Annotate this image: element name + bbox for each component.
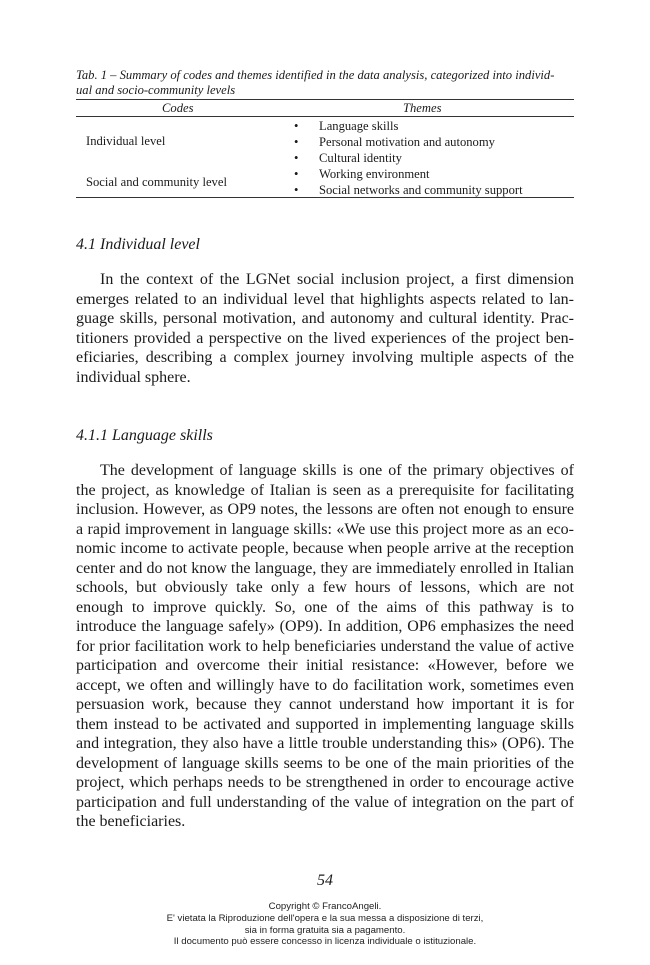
- table-caption-line-1: Tab. 1 – Summary of codes and themes identified in the data analysis, categorized into individ-: [76, 68, 555, 82]
- table-header-rule: [76, 116, 574, 117]
- footer-line-3: sia in forma gratuita sia a pagamento.: [244, 924, 406, 936]
- theme-item: [294, 150, 402, 166]
- theme-label: Cultural identity: [319, 151, 402, 165]
- theme-label: Personal motivation and autonomy: [319, 135, 495, 149]
- code-social-community-level: Social and community level: [86, 175, 227, 189]
- bullet-icon: •: [294, 167, 299, 181]
- page-number: 54: [317, 872, 333, 889]
- theme-item: [294, 134, 495, 150]
- subsection-paragraph: The development of language skills is one of the primary objectives of the project, as knowledge of Italian is seen as a prerequisite for facilitating inclusion. However, as OP9 notes, the lessons are often not enough to ensure a rapid improvement in language skills: «We use this project more as an economic income to activate people, because when people arrive at the reception center and do not know the language, they are immediately enrolled in Italian schools, but obviously take only a few hours of lessons, which are not enough to improve quickly. So, one of the aims of this pathway is to introduce the language safely» (OP9). In addition, OP6 emphasizes the need for prior facilitation work to help beneficiaries understand the value of active participation and overcome their initial resistance: «However, before we accept, we often and willingly have to do facilitation work, sometimes even persuasion work, because they cannot understand how important it is for them instead to be activated and supported in implementing language skills and integration, they also have a little trouble understanding this» (OP6). The development of language skills seems to be one of the main priorities of the project, which perhaps needs to be strengthened in order to encourage active participation and full understanding of the value of integration on the part of the beneficiaries.: [76, 462, 574, 830]
- table-caption: [76, 68, 574, 98]
- footer-line-1: Copyright © FrancoAngeli.: [268, 901, 382, 912]
- theme-label: Social networks and community support: [319, 183, 523, 197]
- bullet-icon: •: [294, 183, 299, 197]
- bullet-icon: •: [294, 135, 299, 149]
- footer-line-2: E' vietata la Riproduzione dell'opera e la sua messa a disposizione di terzi,: [166, 912, 484, 924]
- theme-label: Working environment: [319, 167, 430, 181]
- table-caption-line-2: ual and socio-community levels: [76, 83, 236, 97]
- section-heading: 4.1 Individual level: [76, 236, 200, 253]
- footer-line-4: Il documento può essere concesso in licenza individuale o istituzionale.: [173, 936, 477, 948]
- table-header-themes: Themes: [403, 101, 442, 115]
- theme-item: [294, 118, 398, 134]
- bullet-icon: •: [294, 119, 299, 133]
- section-paragraph: In the context of the LGNet social inclusion project, a first dimension emerges related to an individual level that highlights aspects related to language skills, personal motivation, and autonomy and cultural identity. Practitioners provided a perspective on the lived experiences of the project beneficiaries, describing a complex journey involving multiple aspects of the individual sphere.: [76, 271, 574, 386]
- table-header-codes: Codes: [162, 101, 194, 115]
- copyright-footer: [0, 901, 650, 948]
- bullet-icon: •: [294, 151, 299, 165]
- subsection-heading: 4.1.1 Language skills: [76, 427, 213, 444]
- theme-item: [294, 182, 523, 198]
- code-individual-level: Individual level: [86, 134, 166, 148]
- table-bottom-rule: [76, 197, 574, 198]
- table-header-row: [76, 100, 574, 116]
- theme-label: Language skills: [319, 119, 399, 133]
- theme-item: [294, 166, 430, 182]
